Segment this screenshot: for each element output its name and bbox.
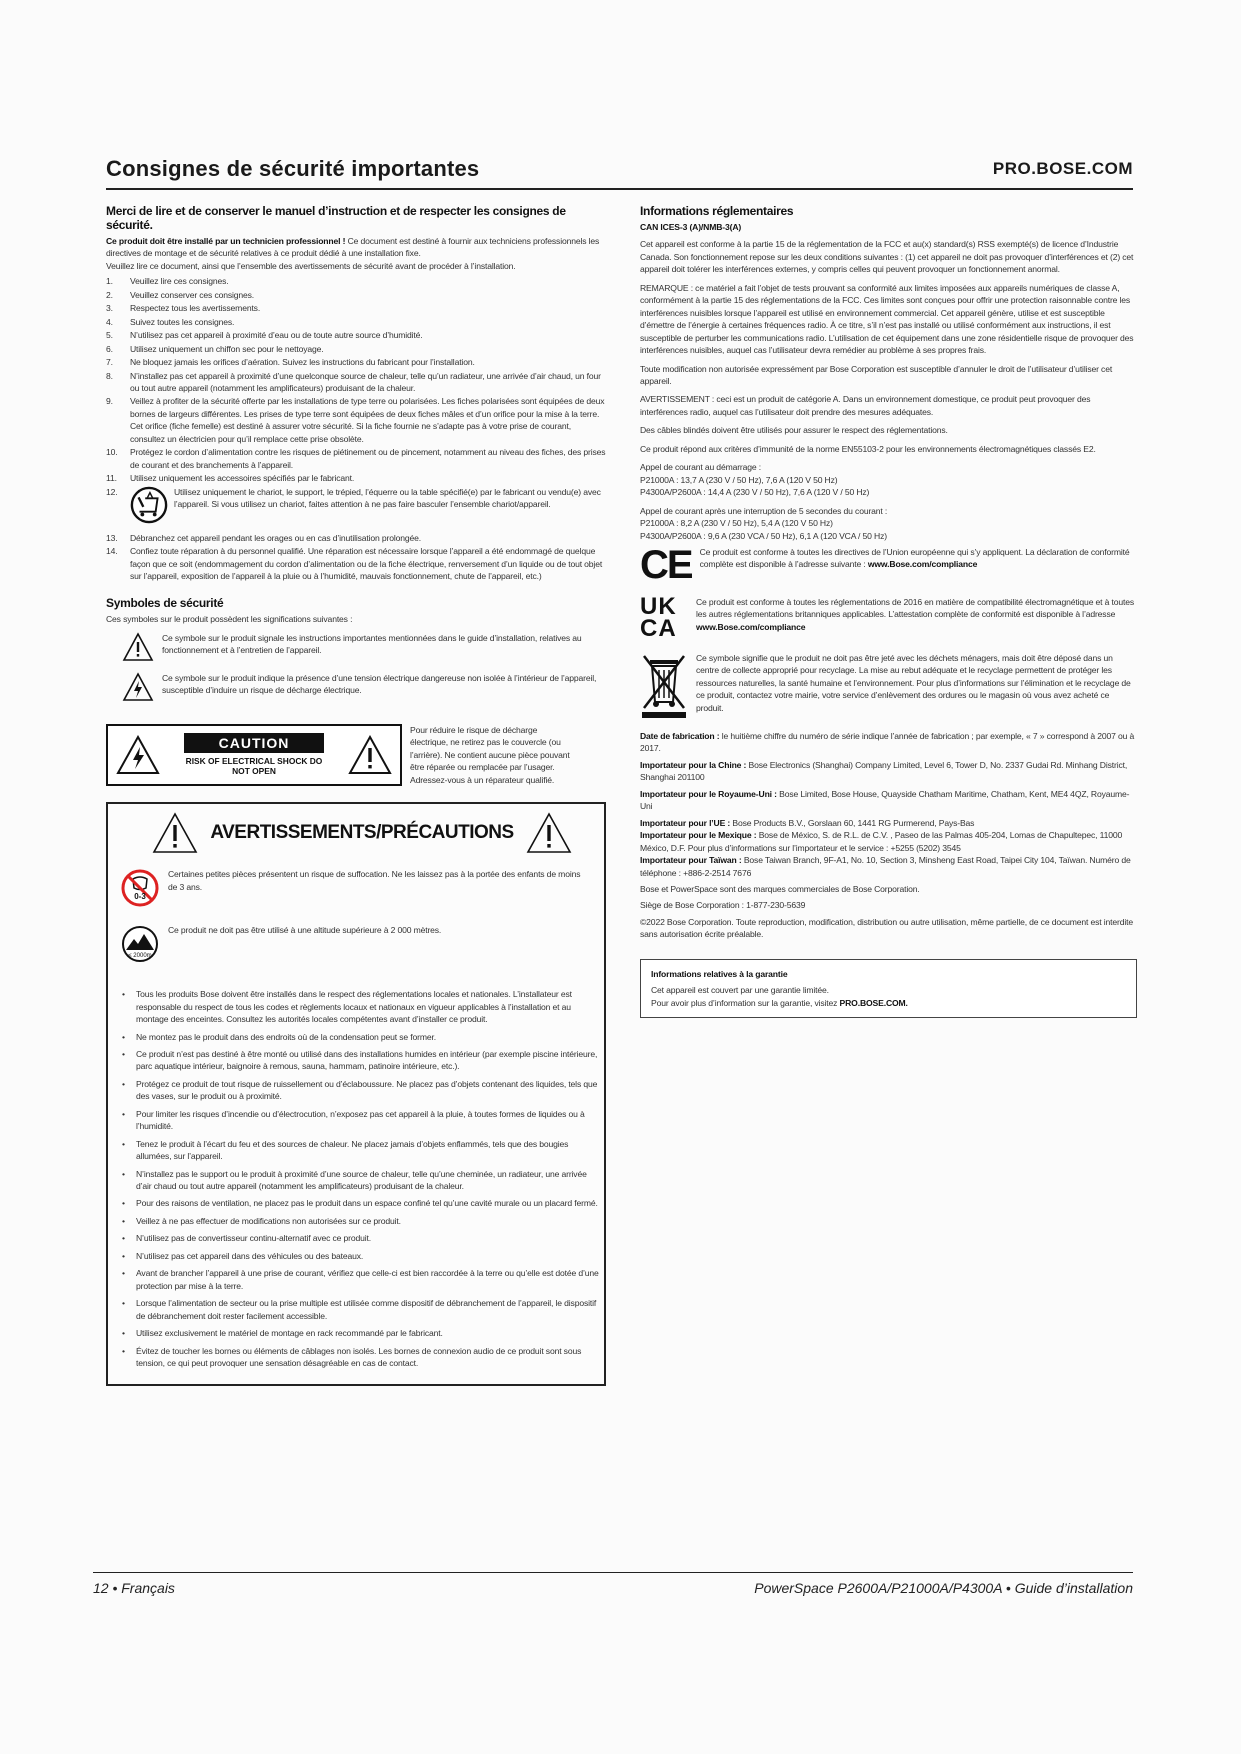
- caution-section: [106, 724, 606, 786]
- regulatory-heading: Informations réglementaires: [640, 204, 794, 218]
- list-item: • Pour des raisons de ventilation, ne placez pas le produit dans un espace confiné tel qu’une cavité murale ou un placard fermé.: [122, 1198, 598, 1209]
- warning-exclamation-icon: [348, 735, 392, 775]
- headquarters-text: Siège de Bose Corporation : 1-877-230-5639: [640, 900, 806, 911]
- ce-mark-icon: CE: [640, 542, 692, 587]
- intro-bold: Ce produit doit être installé par un technicien professionnel !: [106, 236, 346, 246]
- ce-row: CE Ce produit est conforme à toutes les directives de l’Union européenne qui s’y appliquent. La déclaration de conformité complète est disponible à l’adresse suivante : www.Bose.com/compliance: [640, 542, 1130, 587]
- warranty-link[interactable]: PRO.BOSE.COM.: [839, 997, 908, 1008]
- trademark-text: Bose et PowerSpace sont des marques commerciales de Bose Corporation.: [640, 883, 920, 894]
- altitude-icon-label: ≤ 2000m: [128, 953, 152, 960]
- intro-paragraph-2: Veuillez lire ce document, ainsi que l’ensemble des avertissements de sécurité avant de procéder à l’installation.: [106, 260, 516, 271]
- cable-paragraph: Des câbles blindés doivent être utilisés pour assurer le respect des réglementations.: [640, 425, 948, 436]
- caution-text: Pour réduire le risque de décharge électrique, ne retirez pas le couvercle (ou l’arrière). Ne contient aucune pièce pouvant être réparée ou remplacée par l’usager. Adressez-vous à un réparateur qualifié.: [410, 724, 570, 785]
- ce-link[interactable]: www.Bose.com/compliance: [867, 559, 978, 570]
- left-column: [106, 204, 606, 1386]
- choking-hazard-icon: [120, 868, 160, 908]
- list-item: • Veillez à ne pas effectuer de modifications non autorisées sur ce produit.: [122, 1215, 401, 1226]
- footer-rule: [93, 1572, 1133, 1573]
- fcc-paragraph: Cet appareil est conforme à la partie 15 de la réglementation de la FCC et au(x) standard(s) RSS exempté(s) de licence d’Industrie Canada. Son fonctionnement repose sur les deux conditions suivantes : (1) cet appareil ne doit pas provoquer d’interférences et (2) cet appareil doit tolérer les interférences externes, y compris celles qui peuvent provoquer un fonctionnement anormal.: [640, 239, 1134, 275]
- list-item: • Protégez ce produit de tout risque de ruissellement ou d’éclaboussure. Ne placez pas d’objets contenant des liquides, tels que des vases, sur le produit ou à proximité.: [122, 1078, 598, 1102]
- list-item: • N’installez pas le support ou le produit à proximité d’une source de chaleur, telle qu’une cheminée, un radiateur, une arrivée d’air chaud ou tout autre appareil (notamment les amplificateurs) produisant de la chaleur.: [122, 1168, 587, 1192]
- warning-exclamation-icon: [526, 812, 572, 854]
- list-item: 5. N’utilisez pas cet appareil à proximité d’eau ou de toute autre source d’humidité.: [106, 330, 423, 341]
- list-item: 8. N’installez pas cet appareil à proximité d’une quelconque source de chaleur, telle qu’un radiateur, une arrivée d’air chaud, un four ou tout autre appareil (notamment les amplificateurs) produisant de la chaleur.: [106, 370, 601, 393]
- warning-paragraph: AVERTISSEMENT : ceci est un produit de catégorie A. Dans un environnement domestique, ce produit peut provoquer des interférences radio, auquel cas l’utilisateur doit prendre des mesures adéquates.: [640, 394, 1091, 417]
- list-item: 12. Utilisez uniquement le chariot, le support, le trépied, l’équerre ou la table spécifié(e) par le fabricant ou vendu(e) avec l’appareil. Si vous utilisez un chariot, faites attention à ne pas faire basculer l’ensemble chariot/appareil.: [106, 486, 606, 524]
- importer-eu: Importateur pour l’UE : Bose Products B.V., Gorslaan 60, 1441 RG Purmerend, Pays-Bas: [640, 817, 975, 828]
- list-item: • Lorsque l’alimentation de secteur ou la prise multiple est utilisée comme dispositif de débranchement de l’appareil, le dispositif de débranchement doit rester facilement accessible.: [122, 1298, 597, 1321]
- page-number: 12 • Français: [93, 1580, 175, 1596]
- electric-shock-icon: [116, 735, 160, 775]
- copyright-text: ©2022 Bose Corporation. Toute reproduction, modification, distribution ou autre utilisation, même partielle, de ce document est interdite sans autorisation écrite préalable.: [640, 916, 1133, 940]
- altitude-text: Ce produit ne doit pas être utilisé à une altitude supérieure à 2 000 mètres.: [168, 925, 442, 936]
- list-item: 13. Débranchez cet appareil pendant les orages ou en cas d’inutilisation prolongée.: [106, 532, 422, 543]
- list-item: 9. Veillez à profiter de la sécurité offerte par les installations de type terre ou polarisées. Les fiches polarisées sont équipées de deux bornes de largeurs différentes. Les prises de type terre sont équipées de deux fiches mâles et d’un orifice pour la mise à la terre. Cet orifice (fiche femelle) est destiné à assurer votre sécurité. Si la fiche fournie ne s’adapte pas à votre prise de courant, consultez un électricien pour qu’il remplace cette prise obsolète.: [106, 396, 605, 444]
- symbol-exclamation-row: Ce symbole sur le produit signale les instructions importantes mentionnées dans le guide d’installation, relatives au fonctionnement et à l’entretien de l’appareil.: [122, 632, 606, 662]
- modification-paragraph: Toute modification non autorisée expressément par Bose Corporation est susceptible d’annuler le droit de l’utilisateur d’utiliser cet appareil.: [640, 363, 1113, 386]
- list-item: • Ce produit n’est pas destiné à être monté ou utilisé dans des installations humides en intérieur (par exemple piscine intérieure, parc aquatique intérieur, baignoire à remous, sauna, hammam, patinoire intérieure, etc.).: [122, 1048, 598, 1072]
- list-item: • N’utilisez pas cet appareil dans des véhicules ou des bateaux.: [122, 1250, 364, 1261]
- list-item: • Évitez de toucher les bornes ou éléments de câblages non isolés. Les bornes de connexion audio de ce produit sont sous tension, ce qui peut provoquer une sensation désagréable en cas de contact.: [122, 1345, 582, 1369]
- note-paragraph: REMARQUE : ce matériel a fait l’objet de tests prouvant sa conformité aux limites imposées aux appareils numériques de classe A, conformément à la partie 15 des réglementations de la FCC. Ces limites sont conçues pour offrir une protection raisonnable contre les interférences nuisibles lorsque l’appareil est utilisé en environnement commercial. Cet appareil génère, utilise et est susceptible d’émettre de l’énergie à certaines fréquences radio. À ce titre, s’il n’est pas installé ou utilisé conformément aux instructions, il est susceptible de perturber les communications radio. L’utilisation de cet équipement dans une zone résidentielle risque de provoquer des interférences nuisibles, auquel cas l’utilisateur devra remédier au problème à ses propres frais.: [640, 282, 1134, 356]
- ukca-row: UKCA Ce produit est conforme à toutes les réglementations de 2016 en matière de compatibilité électromagnétique et à toutes les autres réglementations britanniques applicables. L’attestation complète de conformité est disponible à l’adresse www.Bose.com/compliance: [640, 592, 1135, 642]
- warnings-title: AVERTISSEMENTS/PRÉCAUTIONS: [210, 822, 514, 844]
- list-item: • Pour limiter les risques d’incendie ou d’électrocution, n’exposez pas cet appareil à la pluie, à toutes formes de liquides ou à l’humidité.: [122, 1108, 585, 1132]
- weee-bin-icon: [640, 652, 688, 718]
- instruction-list: [106, 275, 606, 582]
- age-icon-label: 0-3: [134, 892, 146, 902]
- warning-list: [120, 988, 604, 1369]
- manufacture-date: Date de fabrication : le huitième chiffre du numéro de série indique l’année de fabrication ; par exemple, « 7 » correspond à 2007 ou à 2017.: [640, 730, 1135, 754]
- list-item: 11. Utilisez uniquement les accessoires spécifiés par le fabricant.: [106, 473, 355, 484]
- importer-taiwan: Importateur pour Taïwan : Bose Taiwan Branch, 9F-A1, No. 10, Section 3, Minsheng East Road, Taipei City 104, Taïwan. Numéro de téléphone : +886-2-2514 7676: [640, 855, 1131, 878]
- list-item: 1. Veuillez lire ces consignes.: [106, 276, 229, 287]
- after-interruption-block: Appel de courant après une interruption de 5 secondes du courant : P21000A : 8,2 A (230 V / 50 Hz), 5,4 A (120 V 50 Hz) P4300A/P2600A : 9,6 A (230 VCA / 50 Hz), 6,1 A (120 VCA / 50 Hz): [640, 505, 888, 541]
- site-url: PRO.BOSE.COM: [992, 159, 1133, 178]
- symbols-heading: Symboles de sécurité: [106, 596, 224, 611]
- intro-paragraph: [106, 235, 606, 260]
- header-rule: [106, 188, 1133, 190]
- warranty-line-1: Cet appareil est couvert par une garantie limitée.: [651, 985, 829, 996]
- altitude-row: [120, 924, 604, 964]
- warranty-box: [640, 959, 1137, 1018]
- list-item: • Avant de brancher l’appareil à une prise de courant, vérifiez que celle-ci est bien raccordée à la terre ou qu’elle est dotée d’une protection par mise à la terre.: [122, 1268, 599, 1291]
- warranty-title: Informations relatives à la garantie: [651, 968, 788, 979]
- list-item: • Tenez le produit à l’écart du feu et des sources de chaleur. Ne placez jamais d’objets enflammés, tels que des bougies allumées, sur l’appareil.: [122, 1138, 569, 1162]
- importer-china: Importateur pour la Chine : Bose Electronics (Shanghai) Company Limited, Level 6, Tower D, No. 2337 Gudai Rd. Minhang District, Shanghai 201100: [640, 759, 1128, 783]
- immunity-paragraph: Ce produit répond aux critères d’immunité de la norme EN55103-2 pour les environnements électromagnétiques classés E2.: [640, 443, 1096, 454]
- caution-title: CAUTION: [184, 733, 324, 753]
- ukca-mark-icon: UKCA: [640, 592, 677, 642]
- page-title: Consignes de sécurité importantes: [106, 156, 480, 181]
- list-item: 14. Confiez toute réparation à du personnel qualifié. Une réparation est nécessaire lorsque l’appareil a été endommagé de quelque façon que ce soit (endommagement du cordon d’alimentation ou de la fiche électrique, renversement d’un liquide ou de tout objet sur l’appareil, exposition de l’appareil à la pluie ou à l’humidité, mauvais fonctionnement, chute de l’appareil, etc.): [106, 546, 603, 581]
- list-item: 4. Suivez toutes les consignes.: [106, 316, 235, 327]
- right-column: [640, 204, 1137, 1018]
- importer-mexico: Importateur pour le Mexique : Bose de México, S. de R.L. de C.V. , Paseo de las Palmas 405-204, Lomas de Chapultepec, 11000 México, D.F. Pour plus d’informations sur l’importateur et le service : +5255 (5202) 3545: [640, 830, 1123, 853]
- choking-hazard-row: [120, 868, 604, 908]
- list-item: • Utilisez exclusivement le matériel de montage en rack recommandé par le fabricant.: [122, 1328, 443, 1339]
- importer-uk: Importateur pour le Royaume-Uni : Bose Limited, Bose House, Quayside Chatham Maritime, Chatham, Kent, ME4 4QZ, Royaume-Uni: [640, 788, 1130, 812]
- choking-text: Certaines petites pièces présentent un risque de suffocation. Ne les laissez pas à la portée des enfants de moins de 3 ans.: [168, 869, 581, 892]
- symbol-lightning-row: Ce symbole sur le produit indique la présence d’une tension électrique dangereuse non isolée à l’intérieur de l’appareil, susceptible d’induire un risque de décharge électrique.: [122, 672, 606, 702]
- warning-exclamation-icon: [122, 632, 154, 662]
- ukca-link[interactable]: www.Bose.com/compliance: [696, 621, 806, 632]
- safety-heading: Merci de lire et de conserver le manuel d’instruction et de respecter les consignes de sécurité.: [106, 204, 566, 232]
- inrush-block: Appel de courant au démarrage : P21000A : 13,7 A (230 V / 50 Hz), 7,6 A (120 V 50 Hz) P4300A/P2600A : 14,4 A (230 V / 50 Hz), 7,6 A (120 V / 50 Hz): [640, 462, 870, 498]
- symbols-intro: Ces symboles sur le produit possèdent les significations suivantes :: [106, 614, 353, 625]
- list-item: 7. Ne bloquez jamais les orifices d’aération. Suivez les instructions du fabricant pour l’installation.: [106, 357, 475, 368]
- warnings-box: [106, 802, 606, 1386]
- electric-shock-icon: [122, 672, 154, 702]
- warranty-line-2: Pour avoir plus d’information sur la garantie, visitez PRO.BOSE.COM.: [651, 997, 908, 1008]
- list-item: 3. Respectez tous les avertissements.: [106, 303, 261, 314]
- list-item: 2. Veuillez conserver ces consignes.: [106, 289, 255, 300]
- caution-subtitle: RISK OF ELECTRICAL SHOCK DO NOT OPEN: [185, 756, 323, 777]
- altitude-icon: [120, 924, 160, 964]
- list-item: • N’utilisez pas de convertisseur continu-alternatif avec ce produit.: [122, 1233, 371, 1244]
- weee-text: Ce symbole signifie que le produit ne doit pas être jeté avec les déchets ménagers, mais doit être déposé dans un centre de collecte approprié pour recyclage. La mise au rebut adéquate et le recyclage permettent de protéger les ressources naturelles, la santé humaine et l’environnement. Pour plus d’informations sur l’élimination et le recyclage de ce produit, contactez votre mairie, votre service d’enlèvement des ordures ou le magasin où vous avez acheté ce produit.: [696, 652, 1131, 713]
- weee-row: [640, 652, 1137, 718]
- list-item: • Tous les produits Bose doivent être installés dans le respect des réglementations locales et nationales. L’installateur est responsable du respect de tous les codes et règlements locaux et nationaux en vigueur applicables à l’installation et au montage des enceintes. Consultez les autorités locales compétentes avant d’installer ce produit.: [122, 989, 572, 1025]
- intro-rest: Ce document est destiné à fournir aux techniciens professionnels les directives de montage et de sécurité relatives à ce produit dédié à une installation fixe.: [106, 236, 600, 259]
- list-item: 6. Utilisez uniquement un chiffon sec pour le nettoyage.: [106, 343, 324, 354]
- list-item: • Ne montez pas le produit dans des endroits où de la condensation peut se former.: [122, 1031, 436, 1042]
- caution-label: [106, 724, 402, 786]
- list-item: 10. Protégez le cordon d’alimentation contre les risques de piétinement ou de pincement, notamment au niveau des fiches, des prises de courant et des branchements à l’appareil.: [106, 447, 606, 470]
- warning-exclamation-icon: [152, 812, 198, 854]
- document-title: PowerSpace P2600A/P21000A/P4300A • Guide d’installation: [754, 1580, 1133, 1596]
- cart-tip-over-icon: [130, 486, 168, 524]
- can-ices: CAN ICES-3 (A)/NMB-3(A): [640, 222, 742, 232]
